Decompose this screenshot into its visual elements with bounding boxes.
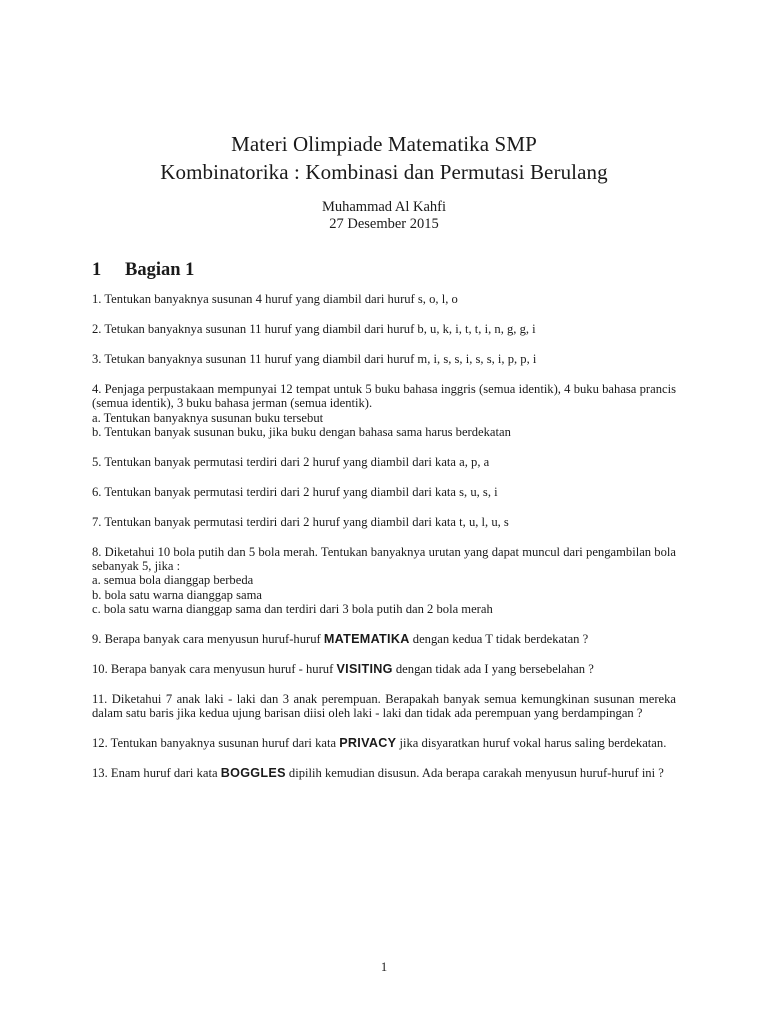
- problem-11: [92, 692, 676, 721]
- problem-text: 11. Diketahui 7 anak laki - laki dan 3 anak perempuan. Berapakah banyak semua kemungkinan susunan mereka dalam satu baris jika kedua ujung barisan diisi oleh laki - laki dan tidak ada perempuan yang berdampingan ?: [92, 691, 676, 721]
- problem-subitem-c: c. bola satu warna dianggap sama dan terdiri dari 3 bola putih dan 2 bola merah: [92, 602, 493, 617]
- author-info: [0, 199, 768, 233]
- problem-text-post: dipilih kemudian disusun. Ada berapa carakah menyusun huruf-huruf ini ?: [285, 766, 664, 781]
- problem-subitem-a: a. Tentukan banyaknya susunan buku tersebut: [92, 410, 324, 425]
- section-heading: [92, 260, 194, 281]
- problem-text: 8. Diketahui 10 bola putih dan 5 bola merah. Tentukan banyaknya urutan yang dapat muncul dari pengambilan bola sebanyak 5, jika :: [92, 544, 676, 573]
- document-title: [0, 130, 768, 186]
- problem-5: [92, 455, 676, 469]
- problem-list: [92, 292, 676, 796]
- problem-subitem-a: a. semua bola dianggap berbeda: [92, 573, 254, 588]
- problem-text: 4. Penjaga perpustakaan mempunyai 12 tempat untuk 5 buku bahasa inggris (semua identik), 4 buku bahasa prancis (semua identik), 3 buku bahasa jerman (semua identik).: [92, 381, 676, 411]
- problem-text-pre: 9. Berapa banyak cara menyusun huruf-huruf: [92, 632, 324, 647]
- keyword-visiting: VISITING: [336, 662, 393, 676]
- problem-text-pre: 12. Tentukan banyaknya susunan huruf dari kata: [92, 736, 340, 751]
- problem-1: [92, 292, 676, 306]
- problem-12: [92, 736, 676, 750]
- problem-9: [92, 632, 676, 646]
- problem-text: 7. Tentukan banyak permutasi terdiri dari 2 huruf yang diambil dari kata t, u, l, u, s: [92, 514, 509, 529]
- problem-10: [92, 662, 676, 676]
- section-number: 1: [92, 260, 102, 280]
- problem-text-pre: 13. Enam huruf dari kata: [92, 766, 221, 781]
- problem-text: 6. Tentukan banyak permutasi terdiri dari 2 huruf yang diambil dari kata s, u, s, i: [92, 484, 498, 499]
- problem-text-pre: 10. Berapa banyak cara menyusun huruf - huruf: [92, 662, 337, 676]
- problem-2: [92, 322, 676, 336]
- document-date: 27 Desember 2015: [329, 216, 439, 232]
- section-title: Bagian 1: [125, 260, 195, 280]
- problem-7: [92, 515, 676, 529]
- problem-text: 3. Tetukan banyaknya susunan 11 huruf yang diambil dari huruf m, i, s, s, i, s, s, i, p, p, i: [92, 351, 537, 366]
- problem-8: [92, 545, 676, 617]
- problem-text: 5. Tentukan banyak permutasi terdiri dari 2 huruf yang diambil dari kata a, p, a: [92, 454, 490, 469]
- problem-text-post: dengan tidak ada I yang bersebelahan ?: [392, 662, 594, 676]
- problem-4: [92, 382, 676, 440]
- author-name: Muhammad Al Kahfi: [321, 199, 447, 215]
- problem-text: 1. Tentukan banyaknya susunan 4 huruf yang diambil dari huruf s, o, l, o: [92, 292, 458, 306]
- problem-text: 2. Tetukan banyaknya susunan 11 huruf yang diambil dari huruf b, u, k, i, t, t, i, n, g, g, i: [92, 321, 536, 336]
- problem-3: [92, 352, 676, 366]
- title-line-1: Materi Olimpiade Matematika SMP: [231, 132, 537, 156]
- keyword-matematika: MATEMATIKA: [323, 632, 410, 647]
- problem-text-post: dengan kedua T tidak berdekatan ?: [409, 632, 589, 647]
- page-number: 1: [380, 960, 388, 974]
- problem-subitem-b: b. bola satu warna dianggap sama: [92, 587, 262, 602]
- problem-subitem-b: b. Tentukan banyak susunan buku, jika buku dengan bahasa sama harus berdekatan: [92, 424, 511, 439]
- title-line-2: Kombinatorika : Kombinasi dan Permutasi Berulang: [160, 160, 608, 184]
- keyword-privacy: PRIVACY: [339, 736, 397, 751]
- problem-13: [92, 766, 676, 780]
- problem-6: [92, 485, 676, 499]
- keyword-boggles: BOGGLES: [220, 766, 286, 781]
- problem-text-post: jika disyaratkan huruf vokal harus saling berdekatan.: [396, 736, 667, 751]
